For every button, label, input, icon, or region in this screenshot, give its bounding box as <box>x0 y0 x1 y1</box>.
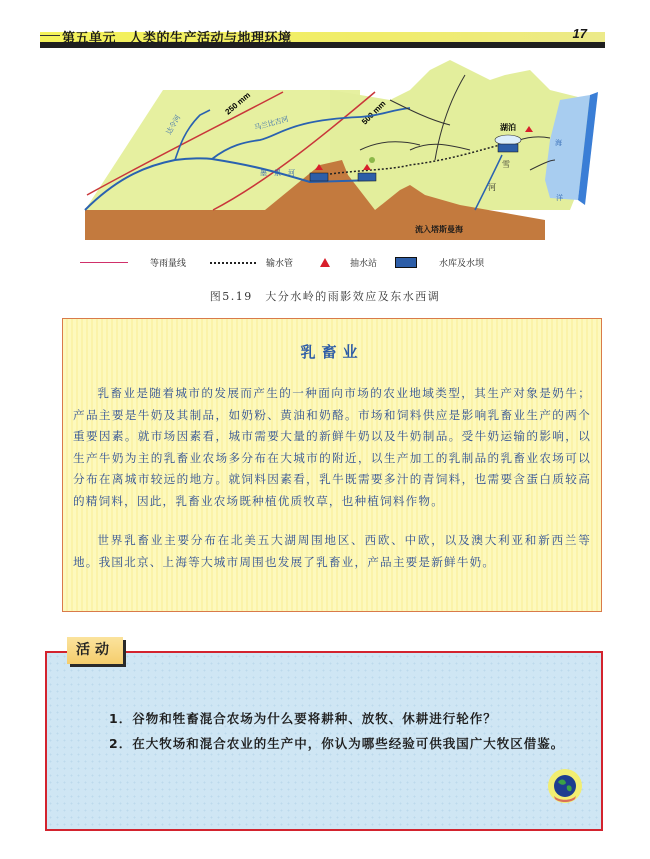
reservoir-dam-icon <box>395 257 417 268</box>
svg-text:洋: 洋 <box>556 194 563 202</box>
dairy-farming-box <box>62 318 602 612</box>
map-legend <box>80 256 560 272</box>
isohyet-line-icon <box>80 262 128 263</box>
dairy-paragraph-1: 乳畜业是随着城市的发展而产生的一种面向市场的农业地域类型，其生产对象是奶牛；产品主要是牛奶及其制品，如奶粉、黄油和奶酪。市场和饲料供应是影响乳畜业生产的两个重要因素。就市场因素看，城市需要大量的新鲜牛奶以及牛奶制品。受牛奶运输的影响，以生产牛奶为主的乳畜业农场多分布在大城市的附近，以生产加工的乳制品的乳畜业农场可以分布在离城市较远的地方。就饲料因素看，乳牛既需要多汁的青饲料，也需要含蛋白质较高的精饲料，因此，乳畜业农场既种植优质牧草，也种植饲料作物。 <box>73 386 591 508</box>
svg-text:马兰比吉河: 马兰比吉河 <box>253 115 290 132</box>
svg-text:250 mm: 250 mm <box>223 90 253 117</box>
dairy-heading: 乳畜业 <box>300 343 364 361</box>
header-lead-line <box>40 35 60 36</box>
legend-pumping-station: 抽水站 <box>320 256 377 269</box>
globe-in-hand-icon <box>545 768 585 808</box>
dairy-paragraph-2: 世界乳畜业主要分布在北美五大湖周围地区、西欧、中欧，以及澳大利亚和新西兰等地。我国北京、上海等大城市周围也发展了乳畜业，产品主要是新鲜牛奶。 <box>73 533 591 569</box>
svg-text:墨 累 河: 墨 累 河 <box>260 169 295 177</box>
water-pipe-icon <box>210 262 256 264</box>
svg-text:雪: 雪 <box>502 160 510 169</box>
unit-title: 第五单元 人类的生产活动与地理环境 <box>62 31 292 46</box>
figure-caption: 图5.19 大分水岭的雨影效应及东水西调 <box>209 290 441 303</box>
svg-text:500 mm: 500 mm <box>360 98 388 127</box>
activity-tab: 活动 <box>67 637 123 664</box>
activity-question-2: 2．在大牧场和混合农业的生产中，你认为哪些经验可供我国广大牧区借鉴。 <box>109 736 565 751</box>
lake <box>495 135 521 145</box>
svg-text:达令河: 达令河 <box>164 113 183 136</box>
activity-question-1: 1．谷物和牲畜混合农场为什么要将耕种、放牧、休耕进行轮作？ <box>109 711 497 726</box>
svg-text:海: 海 <box>555 139 562 147</box>
svg-text:河: 河 <box>488 183 496 192</box>
legend-reservoir: 水库及水坝 <box>395 256 484 269</box>
pumping-station-icon <box>320 258 330 267</box>
rain-shadow-map <box>30 60 630 245</box>
svg-text:流入塔斯曼海: 流入塔斯曼海 <box>415 224 463 234</box>
page-header <box>40 26 605 52</box>
activity-box <box>45 651 603 831</box>
legend-water-pipe: 输水管 <box>210 256 293 269</box>
page-number: 17 <box>572 26 587 41</box>
svg-text:湖泊: 湖泊 <box>500 122 516 132</box>
legend-isohyet: 等雨量线 <box>80 256 186 269</box>
